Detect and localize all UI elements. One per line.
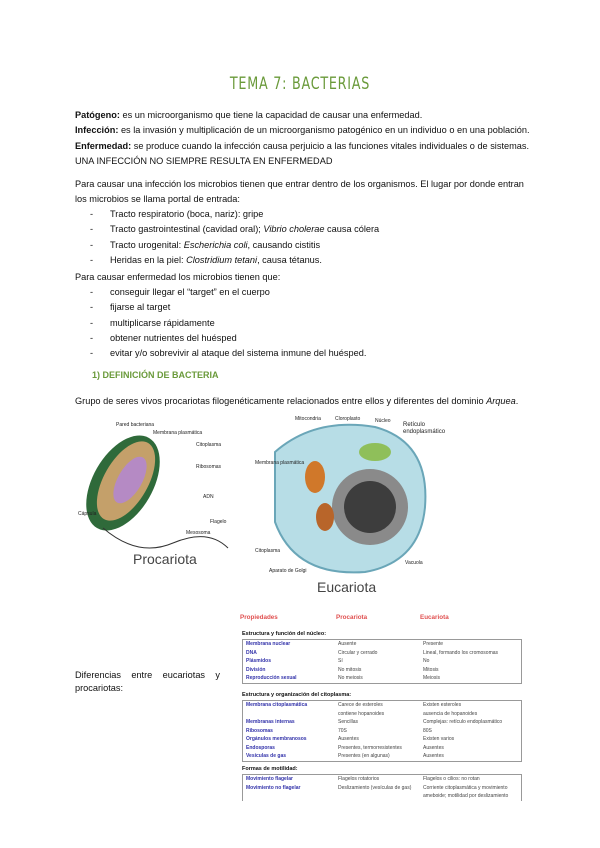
table-cell: Existen varios <box>423 736 455 743</box>
entry-intro-line: Para causar una infección los microbios tienen que entrar dentro de los organismos. El lugar por donde entran <box>75 179 524 189</box>
table-row <box>243 775 521 784</box>
table-row <box>243 718 521 727</box>
table-cell: No <box>423 658 430 665</box>
table-cell: Corriente citoplasmática y movimiento <box>423 784 508 791</box>
table-row <box>243 701 521 710</box>
table-cell: Plásmidos <box>246 658 272 665</box>
text: evitar y/o sobrevivir al ataque del sistema inmune del huésped. <box>110 348 367 359</box>
table-cell: Ausentes <box>338 736 359 743</box>
table-cell: Presentes, termorresistentes <box>338 744 402 751</box>
text: es un microorganismo que tiene la capacidad de causar una enfermedad. <box>119 110 423 120</box>
table-row <box>243 657 521 666</box>
section-heading: 1) DEFINICIÓN DE BACTERIA <box>92 370 219 380</box>
term: Patógeno: <box>75 110 120 120</box>
term: Enfermedad: <box>75 140 132 151</box>
label: Cápsula <box>78 511 97 517</box>
label: Membrana plasmática <box>255 460 305 466</box>
table-cell: Movimiento flagelar <box>246 776 293 783</box>
bullet: - <box>90 209 94 219</box>
list-item <box>90 300 366 315</box>
entry-intro <box>75 177 524 208</box>
section-title: Estructura y función del núcleo: <box>242 631 327 637</box>
table-cell: Endosporas <box>246 744 275 751</box>
table-cell: Ausentes <box>423 753 444 760</box>
table-section-nucleus <box>242 639 522 684</box>
table-row <box>243 752 521 761</box>
label: Flagelo <box>210 519 227 525</box>
table-cell: Ausentes <box>423 744 444 751</box>
table-cell: Meiosis <box>423 675 440 682</box>
label: Vacuola <box>405 560 423 566</box>
bullet: - <box>90 302 94 313</box>
list-item <box>90 253 379 268</box>
table-cell: Membrana nuclear <box>246 641 291 648</box>
bullet: - <box>90 348 94 359</box>
prokaryote-illustration <box>78 418 253 578</box>
bullet: - <box>90 317 94 328</box>
term: Infección: <box>75 125 119 136</box>
table-row <box>243 640 521 649</box>
label-endoplasmic-reticulum: Retículo endoplasmático <box>403 422 446 435</box>
table-section-motility <box>242 774 522 801</box>
text: , causa tétanus. <box>257 254 322 265</box>
table-cell: Reproducción sexual <box>246 675 297 682</box>
text: Tracto urogenital: <box>110 239 184 250</box>
text: fijarse al target <box>110 302 171 313</box>
list-item <box>90 331 366 346</box>
list-item <box>90 316 366 331</box>
definition-pathogen <box>75 108 530 123</box>
list-item <box>90 238 379 253</box>
list-item <box>90 222 379 237</box>
header-eukaryote: Eucariota <box>420 614 449 621</box>
differences-label: Diferencias entre eucariotas y <box>75 670 220 680</box>
list-item <box>90 207 379 222</box>
prokaryote-figure <box>78 418 253 578</box>
table-cell: Movimiento no flagelar <box>246 784 301 791</box>
table-row <box>243 735 521 744</box>
text: multiplicarse rápidamente <box>110 317 215 328</box>
bullet: - <box>90 224 94 235</box>
label: Mitocondria <box>295 416 321 422</box>
eukaryote-figure <box>255 412 445 597</box>
table-cell: Orgánulos membranosos <box>246 736 307 743</box>
label: Cloroplasto <box>335 416 361 422</box>
label: Membrana plasmática <box>153 430 203 436</box>
table-cell: Circular y cerrado <box>338 649 378 656</box>
portal-list <box>90 207 379 268</box>
bullet: - <box>90 287 94 297</box>
text: causa cólera <box>324 224 380 235</box>
table-cell: Flagelos o cilios: no rotan <box>423 776 480 783</box>
table-cell: DNA <box>246 649 257 656</box>
header-prokaryote: Procariota <box>336 614 368 621</box>
section-title: Estructura y organización del citoplasma: <box>242 692 352 698</box>
text: obtener nutrientes del huésped <box>110 332 237 343</box>
table-cell: Ausente <box>338 641 357 648</box>
definition-disease <box>75 139 530 154</box>
bacteria-definition <box>75 394 518 409</box>
table-row <box>243 666 521 675</box>
text: Tracto gastrointestinal (cavidad oral); <box>110 224 264 235</box>
table-cell: 70S <box>338 727 347 734</box>
bullet: - <box>90 332 94 343</box>
section-title: Formas de motilidad: <box>242 766 298 772</box>
table-cell: Presentes (en algunas) <box>338 753 390 760</box>
table-cell: Carece de esteroles <box>338 702 383 709</box>
label: Citoplasma <box>196 442 222 448</box>
table-cell: Sencillas <box>338 719 359 726</box>
header-properties: Propiedades <box>240 614 278 621</box>
table-cell: Flagelos rotatorios <box>338 776 380 783</box>
table-cell: Deslizamiento (vesículas de gas) <box>338 784 412 791</box>
table-row <box>243 649 521 658</box>
species: Escherichia coli <box>183 239 248 250</box>
text: Heridas en la piel: <box>110 254 187 265</box>
table-row <box>243 784 521 793</box>
label: Citoplasma <box>255 548 281 554</box>
table-cell: contiene hopanoides <box>338 710 385 717</box>
bullet: - <box>90 254 94 265</box>
label: Núcleo <box>375 418 391 424</box>
definition-infection <box>75 123 530 138</box>
species: Clostridium tetani <box>186 254 258 265</box>
text: Grupo de seres vivos procariotas filogenéticamente relacionados entre ellos y diferentes del dominio <box>75 396 487 406</box>
table-cell: Sí <box>338 658 343 665</box>
text: es la invasión y multiplicación de un microorganismo patogénico en un individuo o en una población. <box>118 125 530 136</box>
definitions <box>75 108 530 169</box>
label: Mesosoma <box>186 530 211 536</box>
species: Vibrio cholerae <box>263 224 325 235</box>
table-cell: ausencia de hopanoides <box>423 710 478 717</box>
table-row <box>243 674 521 683</box>
caption: Eucariota <box>317 579 377 595</box>
steps-list <box>90 285 366 361</box>
label: Pared bacteriana <box>116 422 155 428</box>
list-item <box>90 285 366 300</box>
table-cell: Lineal, formando los cromosomas <box>423 649 499 656</box>
table-row <box>243 727 521 736</box>
text: Tracto respiratorio (boca, nariz): gripe <box>110 209 264 219</box>
table-cell: No mitosis <box>338 666 362 673</box>
table-cell: División <box>246 666 266 673</box>
caption: Procariota <box>133 551 197 567</box>
text: . <box>515 396 519 406</box>
table-cell: ameboide; motilidad por deslizamiento <box>423 793 509 800</box>
entry-intro-line: los microbios se llama portal de entrada: <box>75 194 240 205</box>
table-cell: Membranas internas <box>246 719 295 726</box>
table-cell: Mitosis <box>423 666 439 673</box>
text: se produce cuando la infección causa perjuicio a las funciones vitales individuales o de sistemas. <box>131 140 530 151</box>
label: Ribosomas <box>196 464 222 470</box>
table-cell: Existen esteroles <box>423 702 462 709</box>
eukaryote-illustration <box>255 412 445 597</box>
table-cell: Vesículas de gas <box>246 753 287 760</box>
table-row <box>243 792 521 801</box>
text: conseguir llegar el “target” en el cuerpo <box>110 287 270 297</box>
table-cell: Presente <box>423 641 444 648</box>
label: Aparato de Golgi <box>269 568 307 574</box>
text: Arquea <box>486 396 516 406</box>
table-cell: Complejas: retículo endoplasmático <box>423 719 503 726</box>
table-row <box>243 710 521 719</box>
list-item <box>90 346 366 361</box>
warning-text: UNA INFECCIÓN NO SIEMPRE RESULTA EN ENFERMEDAD <box>75 155 333 166</box>
table-cell: 80S <box>423 727 432 734</box>
table-cell: No meiosis <box>338 675 363 682</box>
text: , causando cistitis <box>247 239 321 250</box>
table-section-cytoplasm <box>242 700 522 762</box>
differences-label: procariotas: <box>75 683 124 693</box>
table-row <box>243 744 521 753</box>
label: ADN <box>203 494 214 500</box>
bullet: - <box>90 239 94 250</box>
table-cell: Membrana citoplasmática <box>246 702 308 709</box>
table-cell: Ribosomas <box>246 727 273 734</box>
page-title: TEMA 7: BACTERIAS <box>229 74 371 94</box>
disease-intro: Para causar enfermedad los microbios tienen que: <box>75 272 281 282</box>
